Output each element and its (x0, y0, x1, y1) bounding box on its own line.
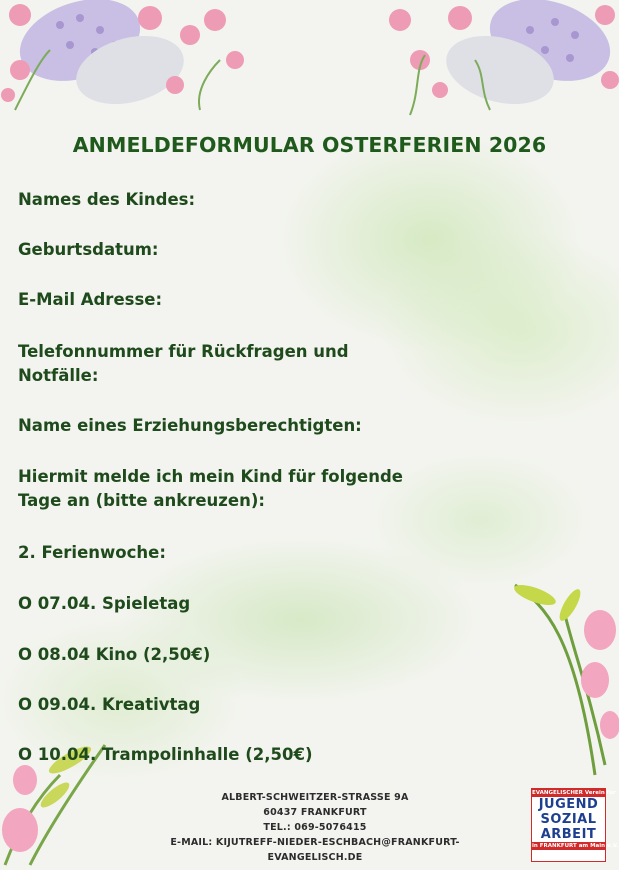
contact-footer (150, 790, 480, 865)
holiday-week-heading: 2. Ferienwoche: (18, 543, 166, 562)
logo-bottom-text: in FRANKFURT am Main e.V. (532, 843, 619, 849)
footer-street: ALBERT-SCHWEITZER-STRASSE 9A (221, 792, 409, 803)
easter-eggs-flowers-top-left (0, 0, 240, 120)
logo-line-2: SOZIAL (540, 812, 597, 827)
registration-text-line2: Tage an (bitte ankreuzen): (18, 491, 265, 510)
label-child-name: Names des Kindes: (18, 190, 196, 209)
footer-city: 60437 FRANKFURT (263, 807, 367, 818)
day-option-2: O 08.04 Kino (2,50€) (18, 645, 211, 664)
day-option-3: O 09.04. Kreativtag (18, 695, 201, 714)
logo-line-3: ARBEIT (540, 827, 597, 842)
form-title: ANMELDEFORMULAR OSTERFERIEN 2026 (72, 133, 547, 157)
footer-email-line2: EVANGELISCH.DE (267, 852, 363, 863)
label-phone-line1: Telefonnummer für Rückfragen und (18, 342, 349, 361)
footer-phone: TEL.: 069-5076415 (263, 822, 367, 833)
day-option-1: O 07.04. Spieletag (18, 594, 191, 613)
easter-eggs-flowers-top-right (380, 0, 619, 120)
day-option-4: O 10.04. Trampolinhalle (2,50€) (18, 745, 313, 764)
footer-email-line1: E-MAIL: KIJUTREFF-NIEDER-ESCHBACH@FRANKFURT- (170, 837, 460, 848)
label-email: E-Mail Adresse: (18, 290, 163, 309)
label-birthdate: Geburtsdatum: (18, 240, 159, 259)
label-guardian: Name eines Erziehungsberechtigten: (18, 416, 362, 435)
logo-line-1: JUGEND (538, 797, 599, 812)
organization-logo (531, 788, 619, 862)
logo-top-text: EVANGELISCHER Verein für (532, 790, 616, 796)
label-phone-line2: Notfälle: (18, 366, 99, 385)
registration-text-line1: Hiermit melde ich mein Kind für folgende (18, 467, 403, 486)
tulips-bottom-right (505, 575, 619, 785)
